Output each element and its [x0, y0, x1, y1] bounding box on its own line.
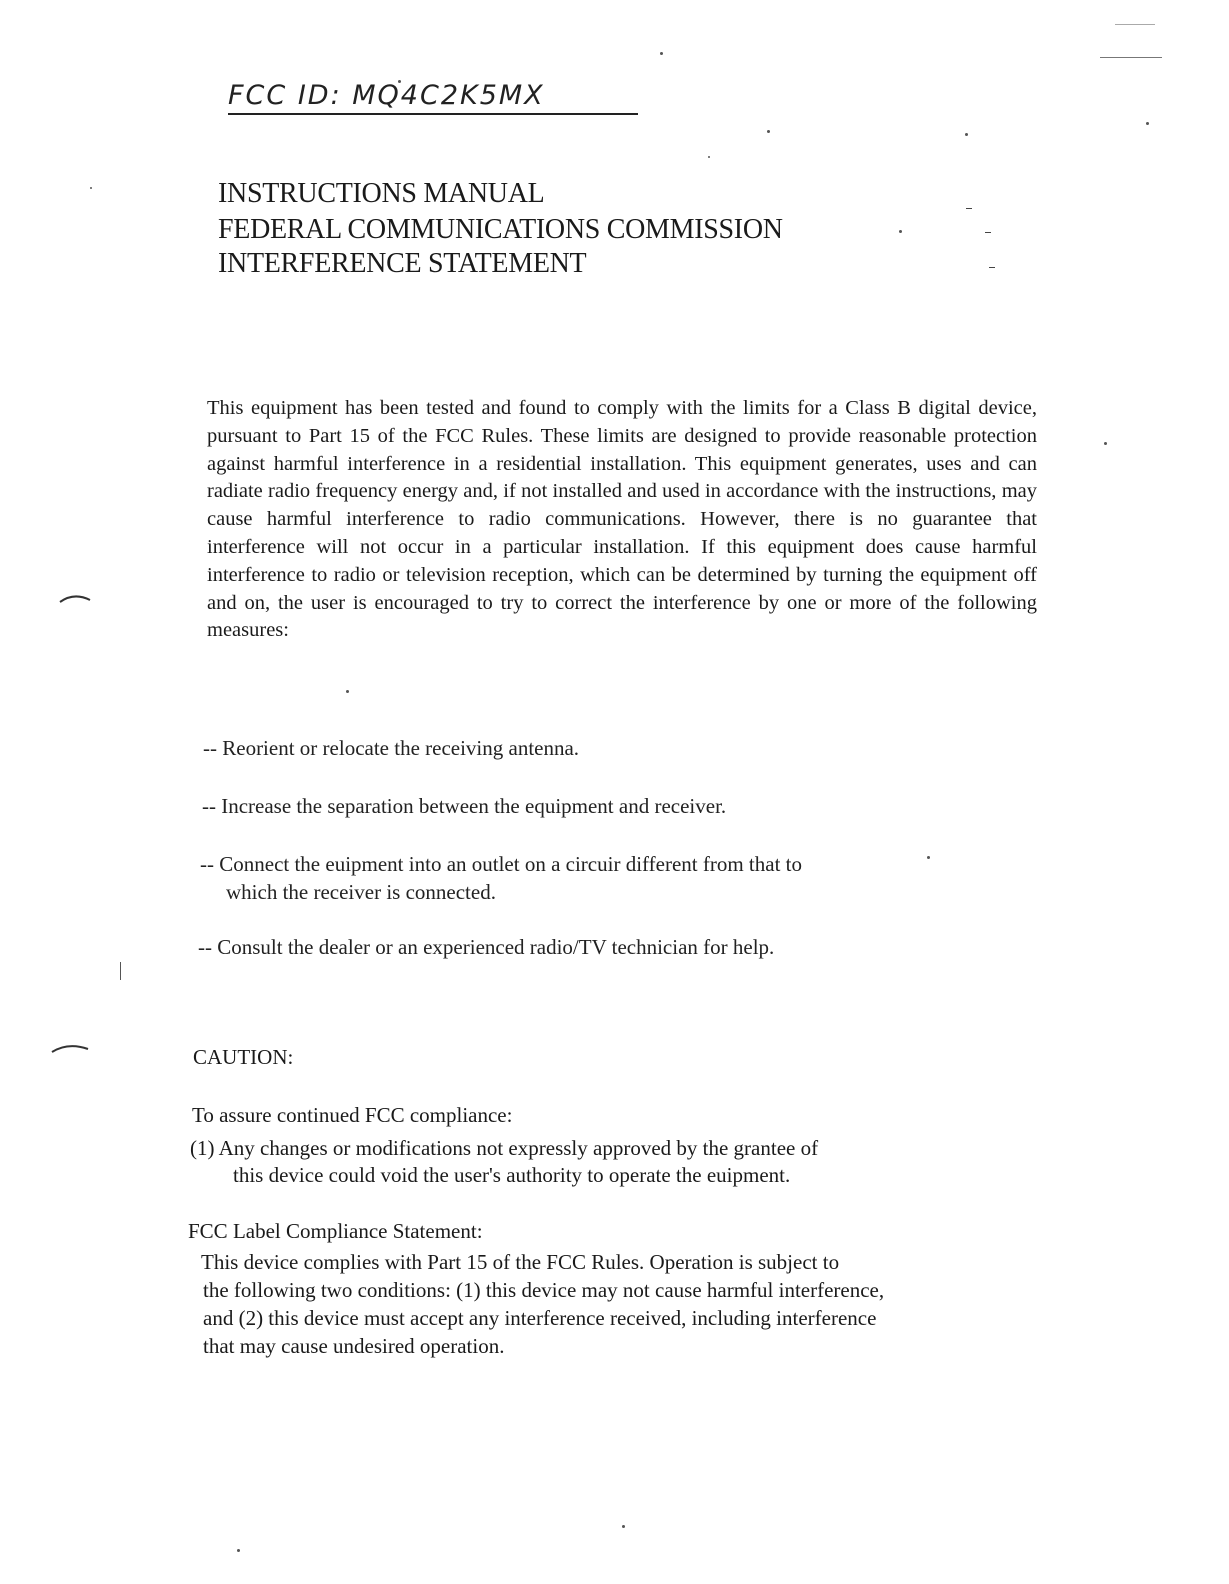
title-line-3: INTERFERENCE STATEMENT — [218, 248, 587, 279]
scan-curve-mark — [50, 1042, 90, 1054]
caution-intro: To assure continued FCC compliance: — [192, 1103, 513, 1127]
caution-item-1: (1) Any changes or modifications not expressly approved by the grantee of — [190, 1136, 819, 1160]
title-line-1: INSTRUCTIONS MANUAL — [218, 178, 545, 209]
title-line-2: FEDERAL COMMUNICATIONS COMMISSION — [218, 214, 783, 245]
caution-item-1-cont: this device could void the user's authority to operate the euipment. — [233, 1163, 791, 1187]
caution-heading: CAUTION: — [193, 1045, 294, 1069]
measure-consult-dealer: -- Consult the dealer or an experienced radio/TV technician for help. — [198, 935, 775, 959]
measure-reorient: -- Reorient or relocate the receiving antenna. — [203, 736, 580, 760]
scan-curve-mark — [58, 592, 92, 604]
fcc-id-handwritten: FCC ID: MQ4C2K5MX — [228, 80, 638, 115]
label-statement-line-1: This device complies with Part 15 of the FCC Rules. Operation is subject to — [201, 1250, 840, 1274]
label-statement-line-4: that may cause undesired operation. — [203, 1334, 505, 1358]
measure-connect-outlet-cont: which the receiver is connected. — [226, 880, 496, 904]
measure-connect-outlet: -- Connect the euipment into an outlet on a circuir different from that to — [200, 852, 803, 876]
label-statement-line-3: and (2) this device must accept any interference received, including interference — [203, 1306, 877, 1330]
label-statement-line-2: the following two conditions: (1) this device may not cause harmful interference, — [203, 1278, 885, 1302]
label-statement-heading: FCC Label Compliance Statement: — [188, 1219, 483, 1243]
measure-increase-separation: -- Increase the separation between the equipment and receiver. — [202, 794, 727, 818]
interference-paragraph: This equipment has been tested and found to comply with the limits for a Class B digital device, pursuant to Part 15 of the FCC Rules. These limits are designed to provide reasonable protection against harmful interference in a residential installation. This equipment generates, uses and can radiate radio frequency energy and, if not installed and used in accordance with the instructions, may cause harmful interference to radio communications. However, there is no guarantee that interference will not occur in a particular installation. If this equipment does cause harmful interference to radio or television reception, which can be determined by turning the equipment off and on, the user is encouraged to try to correct the interference by one or more of the following measures: — [207, 397, 1037, 642]
